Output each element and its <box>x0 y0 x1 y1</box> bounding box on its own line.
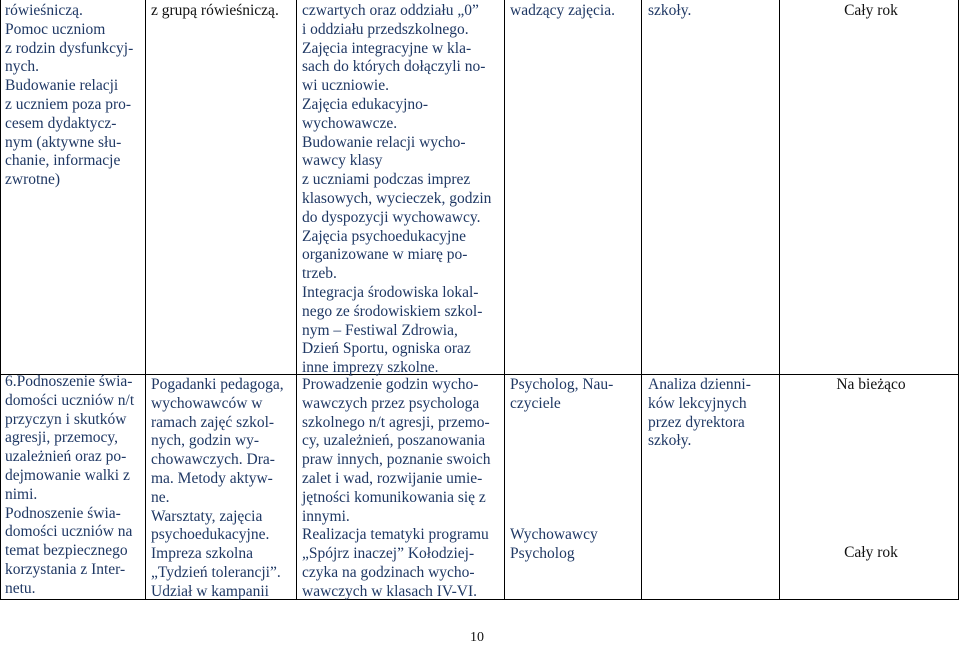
table-border <box>958 0 959 600</box>
table-cell-evaluation: szkoły. <box>648 2 692 19</box>
table-cell-responsible: Wychowawcy Psycholog <box>510 526 598 562</box>
table-cell-deadline: Cały rok <box>844 544 898 561</box>
table-cell-evaluation: Analiza dzienni- ków lekcyjnych przez dyrektora szkoły. <box>648 376 751 450</box>
table-cell-forms: z grupą rówieśniczą. <box>151 2 279 19</box>
table-cell-forms: Pogadanki pedagoga, wychowawców w ramach zajęć szkol- nych, godzin wy- chowawczych. Dra- ma. Metody aktyw- ne. Warsztaty, zajęcia psychoedukacyjne. Impreza szkolna „Tydzień tolerancji”. Udział w kampanii <box>151 376 284 600</box>
table-border <box>0 0 1 600</box>
table-cell-responsible: wadzący zajęcia. <box>510 2 615 19</box>
table-cell-deadline: Na bieżąco <box>836 376 906 393</box>
table-cell-goal: 6.Podnoszenie świa- domości uczniów n/t przyczyn i skutków agresji, przemocy, uzależnień oraz po- dejmowanie walki z nimi. Podnoszenie świa- domości uczniów na temat bezpiecznego korzystania z Inter- netu. <box>5 373 135 597</box>
table-cell-tasks: czwartych oraz oddziału „0” i oddziału przedszkolnego. Zajęcia integracyjne w kla- sach do których dołączyli no- wi uczniowie. Zajęcia edukacyjno- wychowawcze. Budowanie relacji wycho- wawcy klasy z uczniami podczas imprez klasowych, wycieczek, godzin do dyspozycji wychowawcy. Zajęcia psychoedukacyjne organizowane w miarę po- trzeb. Integracja środowiska lokal- nego ze środowiskiem szkol- nym – Festiwal Zdrowia, Dzień Sportu, ogniska oraz inne imprezy szkolne. <box>302 2 492 377</box>
table-cell-responsible: Psycholog, Nau- czyciele <box>510 376 614 412</box>
page-number: 10 <box>470 630 484 645</box>
table-border <box>296 0 297 600</box>
table-cell-deadline: Cały rok <box>844 2 898 19</box>
table-border <box>145 0 146 600</box>
table-border <box>779 0 780 600</box>
table-cell-goal: rówieśniczą. Pomoc uczniom z rodzin dysfunkcyj- nych. Budowanie relacji z uczniem poza pro- cesem dydaktycz- nym (aktywne słu- chanie, informacje zwrotne) <box>5 2 134 189</box>
table-cell-tasks: Prowadzenie godzin wycho- wawczych przez psychologa szkolnego n/t agresji, przemo- cy, uzależnień, poszanowania praw innych, poznanie swoich zalet i wad, rozwijanie umie- jętności komunikowania się z innymi. Realizacja tematyki programu „Spójrz inaczej” Kołodziej- czyka na godzinach wycho- wawczych w klasach IV-VI. <box>302 376 491 600</box>
table-border <box>641 0 642 600</box>
table-border <box>504 0 505 600</box>
